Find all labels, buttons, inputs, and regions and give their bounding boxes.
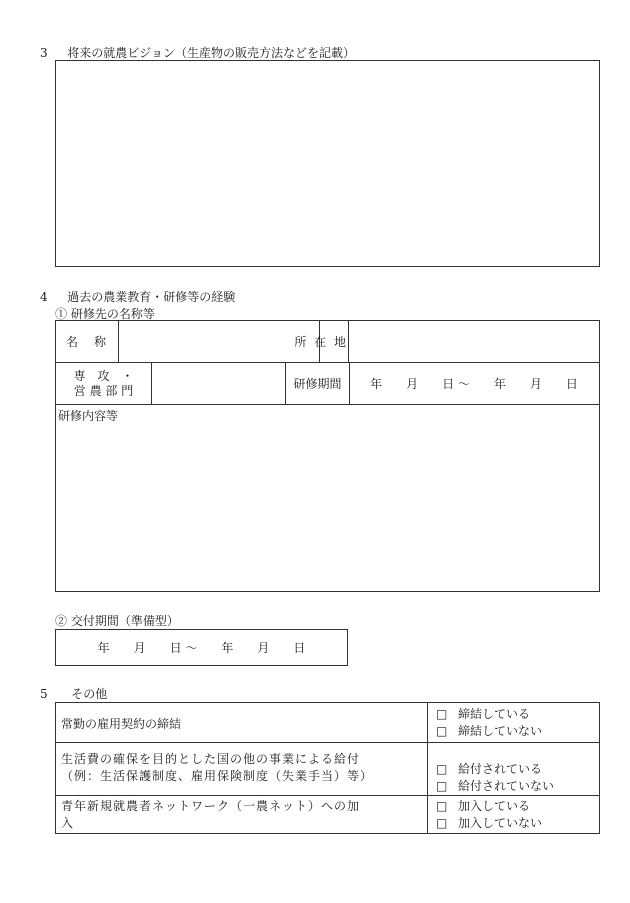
checkbox-icon[interactable]: □ xyxy=(436,724,448,738)
name-label-cell xyxy=(56,321,119,362)
option-not-receiving[interactable]: □ 給付されていない xyxy=(436,779,555,793)
option-not-joined[interactable]: □ 加入していない xyxy=(436,816,543,830)
training-row-name xyxy=(56,321,599,363)
major-label-line2: 営 農 部 門 xyxy=(73,383,134,398)
checkbox-icon[interactable]: □ xyxy=(436,779,448,793)
section5-title: その他 xyxy=(71,687,108,701)
option-not-employed[interactable]: □ 締結していない xyxy=(436,724,543,738)
period-label: 研修期間 xyxy=(293,377,342,391)
benefit-options xyxy=(436,761,554,795)
section4-number: 4 xyxy=(40,290,48,304)
location-input[interactable] xyxy=(349,321,599,362)
section4-sub2: ② 交付期間（準備型） xyxy=(55,614,179,628)
major-input[interactable] xyxy=(152,363,285,404)
section3-title: 将来の就農ビジョン（生産物の販売方法などを記載） xyxy=(67,46,356,60)
grant-period-field[interactable]: 年 月 日 ～ 年 月 日 xyxy=(55,629,348,666)
checkbox-icon[interactable]: □ xyxy=(436,762,448,776)
location-label: 所 在 地 xyxy=(294,335,348,349)
content-label: 研修内容等 xyxy=(58,409,119,423)
training-row-major xyxy=(56,363,599,405)
section5-number: 5 xyxy=(40,687,48,701)
period-value[interactable]: 年 月 日 ～ 年 月 日 xyxy=(370,377,578,391)
table-row xyxy=(56,703,599,743)
option-receiving[interactable]: □ 給付されている xyxy=(436,762,543,776)
section4-sub1: ① 研修先の名称等 xyxy=(55,307,155,321)
table-row xyxy=(56,743,599,796)
section3-number: 3 xyxy=(40,46,48,60)
table-row xyxy=(56,796,599,833)
section4-heading xyxy=(40,288,235,305)
network-options xyxy=(436,798,542,832)
checkbox-icon[interactable]: □ xyxy=(436,707,448,721)
employment-question: 常勤の雇用契約の締結 xyxy=(61,717,182,731)
major-label-cell xyxy=(56,363,152,404)
vision-textarea[interactable] xyxy=(55,60,600,267)
training-table xyxy=(55,320,600,592)
option-employed[interactable]: □ 締結している xyxy=(436,707,531,721)
name-label: 名 称 xyxy=(65,335,108,349)
period-label-cell xyxy=(285,363,350,404)
employment-options xyxy=(436,706,542,740)
section3-heading xyxy=(40,44,355,61)
major-label-line1: 専 攻 ・ xyxy=(73,368,134,383)
checkbox-icon[interactable]: □ xyxy=(436,816,448,830)
option-joined[interactable]: □ 加入している xyxy=(436,799,531,813)
network-question: 青年新規就農者ネットワーク（一農ネット）への加 入 xyxy=(61,799,361,830)
section5-heading xyxy=(40,685,107,702)
benefit-question: 生活費の確保を目的とした国の他の事業による給付 （例：生活保護制度、雇用保険制度（失業手当）等） xyxy=(61,752,374,783)
location-label-cell xyxy=(266,321,348,362)
section4-title: 過去の農業教育・研修等の経験 xyxy=(67,290,236,304)
content-textarea[interactable] xyxy=(56,405,599,591)
other-table xyxy=(55,702,600,834)
checkbox-icon[interactable]: □ xyxy=(436,799,448,813)
